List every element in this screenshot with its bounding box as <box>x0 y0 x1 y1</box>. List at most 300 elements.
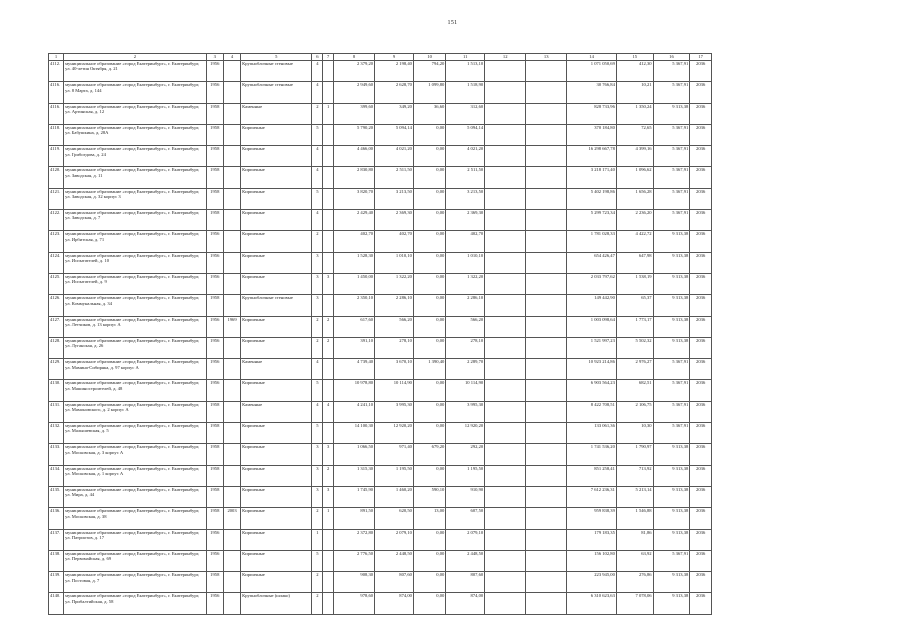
column-header: 7 <box>323 54 334 61</box>
table-cell-c4 <box>223 167 240 188</box>
table-cell-c10: 0,00 <box>413 124 445 145</box>
table-cell-c10: 0,00 <box>413 295 445 316</box>
column-header: 14 <box>567 54 617 61</box>
table-cell-c10: 0,00 <box>413 188 445 209</box>
table-cell-addr: муниципальное образование «город Екатеринбург», г. Екатеринбург, ул. Постовая, д. 7 <box>64 572 207 593</box>
table-cell-c10: 0,00 <box>413 167 445 188</box>
table-cell-addr: муниципальное образование «город Екатеринбург», г. Екатеринбург, ул. Московская, д. 38 <box>64 508 207 529</box>
column-header: 11 <box>446 54 485 61</box>
table-cell-c6: 4 <box>312 146 323 167</box>
column-header: 9 <box>375 54 414 61</box>
table-cell-c9: 3 995,30 <box>375 401 414 422</box>
table-cell-c5: Кирпичные <box>241 423 312 444</box>
table-cell-c17: 2036 <box>690 593 712 614</box>
table-cell-c10: 0,00 <box>413 337 445 358</box>
table-cell-c7: 4 <box>323 401 334 422</box>
table-cell-c10: 0,00 <box>413 231 445 252</box>
table-cell-c16: 9 313,38 <box>653 529 690 550</box>
table-cell-c14: 1 071 050,69 <box>567 61 617 82</box>
table-cell-c9: 2 448,50 <box>375 550 414 571</box>
table-cell-c6: 5 <box>312 380 323 401</box>
table-cell-c16: 5 367,91 <box>653 61 690 82</box>
table-cell-c4 <box>223 529 240 550</box>
table-cell-c15: 1 538,19 <box>616 273 653 294</box>
table-cell-c10: 0,00 <box>413 423 445 444</box>
table-cell-addr: муниципальное образование «город Екатеринбург», г. Екатеринбург, ул. Заводская, д. 7 <box>64 210 207 231</box>
table-cell-c7 <box>323 82 334 103</box>
table-cell-c6: 4 <box>312 167 323 188</box>
table-cell-id: 4135. <box>49 486 64 507</box>
column-header: 12 <box>485 54 526 61</box>
column-header: 10 <box>413 54 445 61</box>
table-cell-c7: 1 <box>323 508 334 529</box>
table-cell-c17: 2036 <box>690 337 712 358</box>
table-cell-id: 4125. <box>49 273 64 294</box>
table-cell-c12 <box>485 465 526 486</box>
table-cell-c6: 4 <box>312 82 323 103</box>
table-cell-c11: 3 213,50 <box>446 188 485 209</box>
table-cell-c16: 9 313,38 <box>653 295 690 316</box>
table-cell-c9: 2 079,10 <box>375 529 414 550</box>
column-header: 16 <box>653 54 690 61</box>
table-cell-c12 <box>485 188 526 209</box>
table-cell-c9: 1 460,20 <box>375 486 414 507</box>
table-cell-c13 <box>526 380 567 401</box>
table-cell-id: 4120. <box>49 167 64 188</box>
table-cell-c7: 3 <box>323 486 334 507</box>
table-cell-c4 <box>223 82 240 103</box>
table-cell-c9: 2 198,40 <box>375 61 414 82</box>
table-cell-c16: 5 367,91 <box>653 210 690 231</box>
table-cell-c12 <box>485 508 526 529</box>
table-cell-c3: 1958 <box>206 508 223 529</box>
table-cell-c6: 3 <box>312 444 323 465</box>
table-cell-c11: 4 021,20 <box>446 146 485 167</box>
table-cell-c8: 1 315,30 <box>334 465 375 486</box>
table-cell-c4 <box>223 231 240 252</box>
table-cell-c9: 2 511,50 <box>375 167 414 188</box>
table-cell-c4 <box>223 210 240 231</box>
table-cell-c14: 7 612 236,31 <box>567 486 617 507</box>
table-cell-c9: 874,00 <box>375 593 414 614</box>
table-cell-c11: 1 010,10 <box>446 252 485 273</box>
table-cell-c8: 399,60 <box>334 103 375 124</box>
table-cell-c13 <box>526 231 567 252</box>
table-cell-c5: Кирпичные <box>241 316 312 337</box>
table-cell-c6: 2 <box>312 593 323 614</box>
table-row <box>49 82 712 103</box>
table-cell-c8: 978,60 <box>334 593 375 614</box>
table-cell-c15: 10,21 <box>616 82 653 103</box>
table-cell-c9: 566,20 <box>375 316 414 337</box>
table-cell-c11: 1 322,20 <box>446 273 485 294</box>
table-cell-c3: 1956 <box>206 252 223 273</box>
table-cell-id: 4132. <box>49 423 64 444</box>
table-cell-id: 4138. <box>49 550 64 571</box>
table-cell-c11: 2 286,10 <box>446 295 485 316</box>
table-cell-c15: 647,98 <box>616 252 653 273</box>
table-cell-c15: 65,37 <box>616 295 653 316</box>
table-cell-c11: 607,50 <box>446 508 485 529</box>
table-cell-c17: 2036 <box>690 61 712 82</box>
table-row <box>49 103 712 124</box>
table-cell-c3: 1956 <box>206 380 223 401</box>
table-cell-c17: 2036 <box>690 380 712 401</box>
table-cell-c7 <box>323 231 334 252</box>
table-cell-c6: 5 <box>312 124 323 145</box>
table-cell-c9: 2 628,70 <box>375 82 414 103</box>
table-cell-c6: 5 <box>312 423 323 444</box>
table-cell-c4 <box>223 572 240 593</box>
table-cell-id: 4122. <box>49 210 64 231</box>
table-cell-c15: 63,92 <box>616 550 653 571</box>
table-cell-c10: 0,00 <box>413 550 445 571</box>
table-cell-c6: 3 <box>312 252 323 273</box>
table-row <box>49 273 712 294</box>
table-cell-c7 <box>323 550 334 571</box>
table-cell-addr: муниципальное образование «город Екатеринбург», г. Екатеринбург, ул. Летчиков, д. 13 корпус А <box>64 316 207 337</box>
table-cell-addr: муниципальное образование «город Екатеринбург», г. Екатеринбург, ул. 40-летия Октября, д. 21 <box>64 61 207 82</box>
table-cell-c17: 2036 <box>690 401 712 422</box>
table-cell-c5: Кирпичные <box>241 380 312 401</box>
table-cell-c3: 1958 <box>206 103 223 124</box>
table-cell-c13 <box>526 359 567 380</box>
table-cell-c15: 412,30 <box>616 61 653 82</box>
table-cell-c13 <box>526 167 567 188</box>
table-cell-c11: 1 195,50 <box>446 465 485 486</box>
table-row <box>49 210 712 231</box>
table-cell-c5: Кирпичные <box>241 508 312 529</box>
table-cell-c5: Крупноблочные стеновые <box>241 61 312 82</box>
table-cell-c6: 5 <box>312 550 323 571</box>
table-cell-c8: 10 978,80 <box>334 380 375 401</box>
column-header: 6 <box>312 54 323 61</box>
table-body <box>49 61 712 615</box>
table-cell-c12 <box>485 359 526 380</box>
table-cell-id: 4121. <box>49 188 64 209</box>
table-cell-c11: 292,20 <box>446 444 485 465</box>
table-cell-c14: 5 299 723,34 <box>567 210 617 231</box>
table-cell-c10: 0,00 <box>413 465 445 486</box>
table-cell-c8: 908,30 <box>334 572 375 593</box>
table-cell-c3: 1958 <box>206 401 223 422</box>
table-cell-c13 <box>526 61 567 82</box>
table-cell-c7 <box>323 61 334 82</box>
table-cell-addr: муниципальное образование «город Екатеринбург», г. Екатеринбург, ул. Луганская, д. 26 <box>64 337 207 358</box>
table-cell-c14: 828 733,96 <box>567 103 617 124</box>
table-cell-c14: 10 923 214,86 <box>567 359 617 380</box>
table-cell-c15: 682,51 <box>616 380 653 401</box>
table-cell-c8: 1 066,50 <box>334 444 375 465</box>
table-cell-c3: 1958 <box>206 572 223 593</box>
table-cell-c8: 14 100,30 <box>334 423 375 444</box>
table-cell-c15: 1 096,62 <box>616 167 653 188</box>
table-row <box>49 380 712 401</box>
table-cell-c11: 2 511,50 <box>446 167 485 188</box>
table-cell-c3: 1958 <box>206 167 223 188</box>
header-row <box>49 54 712 61</box>
table-cell-c10: 0,00 <box>413 401 445 422</box>
table-row <box>49 465 712 486</box>
table-cell-c16: 9 313,38 <box>653 593 690 614</box>
table-cell-c5: Каменные <box>241 401 312 422</box>
table-cell-c12 <box>485 61 526 82</box>
table-row <box>49 316 712 337</box>
table-cell-c6: 4 <box>312 210 323 231</box>
table-cell-c15: 7 078,06 <box>616 593 653 614</box>
table-cell-c5: Кирпичные <box>241 337 312 358</box>
table-cell-c13 <box>526 486 567 507</box>
table-cell-c8: 402,70 <box>334 231 375 252</box>
table-cell-c17: 2036 <box>690 231 712 252</box>
table-cell-c3: 1958 <box>206 210 223 231</box>
table-cell-c14: 654 426,47 <box>567 252 617 273</box>
table-cell-c11: 312,60 <box>446 103 485 124</box>
table-cell-c13 <box>526 188 567 209</box>
table-cell-c13 <box>526 444 567 465</box>
table-cell-c6: 2 <box>312 316 323 337</box>
table-cell-c8: 4 466,00 <box>334 146 375 167</box>
table-cell-c13 <box>526 401 567 422</box>
table-cell-c7 <box>323 529 334 550</box>
table-cell-c14: 959 838,39 <box>567 508 617 529</box>
table-cell-c4: 1969 <box>223 316 240 337</box>
table-cell-c14: 1 521 997,23 <box>567 337 617 358</box>
table-cell-c3: 1958 <box>206 444 223 465</box>
table-cell-c11: 910,90 <box>446 486 485 507</box>
table-cell-c3: 1956 <box>206 61 223 82</box>
table-cell-c4 <box>223 252 240 273</box>
table-cell-c10: 0,00 <box>413 252 445 273</box>
table-cell-c4 <box>223 423 240 444</box>
table-cell-c6: 2 <box>312 572 323 593</box>
table-cell-id: 4123. <box>49 231 64 252</box>
table-cell-c3: 1958 <box>206 486 223 507</box>
table-cell-c4 <box>223 337 240 358</box>
table-cell-c8: 2 776,50 <box>334 550 375 571</box>
table-cell-addr: муниципальное образование «город Екатеринбург», г. Екатеринбург, ул. Патриотов, д. 17 <box>64 529 207 550</box>
table-cell-c8: 2 830,80 <box>334 167 375 188</box>
table-cell-c14: 149 442,90 <box>567 295 617 316</box>
table-cell-c13 <box>526 252 567 273</box>
table-row <box>49 359 712 380</box>
table-cell-c13 <box>526 550 567 571</box>
table-cell-id: 4133. <box>49 444 64 465</box>
table-cell-c7 <box>323 295 334 316</box>
table-cell-c5: Кирпичные <box>241 444 312 465</box>
table-row <box>49 167 712 188</box>
table-cell-c3: 1958 <box>206 295 223 316</box>
table-cell-c12 <box>485 337 526 358</box>
table-cell-c5: Каменные <box>241 359 312 380</box>
table-cell-c13 <box>526 82 567 103</box>
table-cell-c11: 807,60 <box>446 572 485 593</box>
table-cell-c17: 2036 <box>690 359 712 380</box>
table-cell-c8: 2 429,40 <box>334 210 375 231</box>
table-cell-c16: 5 367,91 <box>653 359 690 380</box>
table-cell-c8: 2 379,20 <box>334 61 375 82</box>
table-row <box>49 146 712 167</box>
column-header: 8 <box>334 54 375 61</box>
table-cell-c7 <box>323 380 334 401</box>
table-cell-c16: 9 313,38 <box>653 486 690 507</box>
table-cell-c11: 2 289,70 <box>446 359 485 380</box>
table-cell-c3: 1956 <box>206 529 223 550</box>
table-cell-c14: 223 945,00 <box>567 572 617 593</box>
table-cell-c4 <box>223 103 240 124</box>
table-cell-id: 4134. <box>49 465 64 486</box>
table-cell-c12 <box>485 529 526 550</box>
table-cell-c7 <box>323 210 334 231</box>
table-cell-c3: 1958 <box>206 146 223 167</box>
table-cell-id: 4129. <box>49 359 64 380</box>
table-cell-c15: 1 773,17 <box>616 316 653 337</box>
table-row <box>49 252 712 273</box>
table-cell-c6: 5 <box>312 188 323 209</box>
table-cell-c16: 9 313,38 <box>653 231 690 252</box>
table-cell-c9: 4 021,20 <box>375 146 414 167</box>
table-cell-c3: 1956 <box>206 316 223 337</box>
table-cell-c4 <box>223 401 240 422</box>
table-cell-c4 <box>223 295 240 316</box>
table-cell-c11: 5 094,14 <box>446 124 485 145</box>
table-cell-addr: муниципальное образование «город Екатеринбург», г. Екатеринбург, ул. Испытателей, д. 10 <box>64 252 207 273</box>
table-cell-addr: муниципальное образование «город Екатеринбург», г. Екатеринбург, ул. Испытателей, д. 9 <box>64 273 207 294</box>
table-cell-c15: 1 790,97 <box>616 444 653 465</box>
table-cell-c12 <box>485 423 526 444</box>
table-cell-c7 <box>323 593 334 614</box>
table-cell-c4 <box>223 593 240 614</box>
table-cell-c10: 794,20 <box>413 61 445 82</box>
table-cell-c9: 3 670,10 <box>375 359 414 380</box>
table-cell-c11: 2 369,30 <box>446 210 485 231</box>
table-row <box>49 550 712 571</box>
table-cell-c11: 1 518,90 <box>446 82 485 103</box>
table-cell-c3: 1956 <box>206 273 223 294</box>
table-cell-c10: 679,20 <box>413 444 445 465</box>
table-cell-c15: 81,86 <box>616 529 653 550</box>
table-cell-c6: 1 <box>312 529 323 550</box>
table-cell-c3: 1956 <box>206 231 223 252</box>
table-cell-c9: 1 010,10 <box>375 252 414 273</box>
table-cell-c15: 72,65 <box>616 124 653 145</box>
table-cell-id: 4118. <box>49 124 64 145</box>
table-cell-c8: 2 949,60 <box>334 82 375 103</box>
housing-register-table <box>48 53 712 615</box>
table-cell-c17: 2036 <box>690 146 712 167</box>
table-cell-c17: 2036 <box>690 550 712 571</box>
table-cell-c16: 5 367,91 <box>653 167 690 188</box>
table-cell-c17: 2036 <box>690 103 712 124</box>
table-cell-addr: муниципальное образование «город Екатеринбург», г. Екатеринбург, ул. Прибалтийская, д. 58 <box>64 593 207 614</box>
table-cell-c3: 1958 <box>206 465 223 486</box>
table-cell-c6: 2 <box>312 231 323 252</box>
table-cell-c16: 9 313,38 <box>653 103 690 124</box>
table-cell-c12 <box>485 316 526 337</box>
table-cell-id: 4137. <box>49 529 64 550</box>
table-cell-c12 <box>485 401 526 422</box>
table-cell-c17: 2036 <box>690 423 712 444</box>
table-cell-c5: Кирпичные <box>241 465 312 486</box>
table-cell-c11: 402,70 <box>446 231 485 252</box>
table-cell-c5: Крупноблочные стеновые <box>241 295 312 316</box>
table-cell-c5: Кирпичные <box>241 124 312 145</box>
table-cell-addr: муниципальное образование «город Екатеринбург», г. Екатеринбург, ул. Малышевская, д. 5 <box>64 423 207 444</box>
table-cell-c5: Кирпичные <box>241 167 312 188</box>
table-cell-c17: 2036 <box>690 188 712 209</box>
table-cell-id: 4128. <box>49 337 64 358</box>
table-cell-c15: 2 976,27 <box>616 359 653 380</box>
table-cell-c16: 9 313,38 <box>653 465 690 486</box>
table-cell-c16: 5 367,91 <box>653 146 690 167</box>
column-header: 13 <box>526 54 567 61</box>
table-cell-c9: 10 114,90 <box>375 380 414 401</box>
table-cell-c5: Кирпичные <box>241 529 312 550</box>
table-cell-c9: 620,50 <box>375 508 414 529</box>
table-cell-id: 4126. <box>49 295 64 316</box>
table-cell-c8: 4 739,40 <box>334 359 375 380</box>
table-cell-addr: муниципальное образование «город Екатеринбург», г. Екатеринбург, ул. 8 Марта, д. 144 <box>64 82 207 103</box>
table-cell-id: 4112. <box>49 61 64 82</box>
table-cell-c4 <box>223 61 240 82</box>
table-cell-c13 <box>526 316 567 337</box>
table-cell-c5: Крупноблочные стеновые <box>241 82 312 103</box>
table-cell-c12 <box>485 550 526 571</box>
table-cell-c4 <box>223 444 240 465</box>
table-cell-c9: 2 369,30 <box>375 210 414 231</box>
table-cell-c14: 179 183,35 <box>567 529 617 550</box>
table-cell-c12 <box>485 273 526 294</box>
table-cell-c10: 590,10 <box>413 486 445 507</box>
table-cell-c15: 2 236,20 <box>616 210 653 231</box>
table-cell-c14: 1 781 028,33 <box>567 231 617 252</box>
table-cell-c3: 1956 <box>206 593 223 614</box>
table-cell-c10: 0,00 <box>413 380 445 401</box>
table-cell-c14: 5 402 198,86 <box>567 188 617 209</box>
table-cell-c14: 370 184,80 <box>567 124 617 145</box>
table-cell-c14: 156 102,80 <box>567 550 617 571</box>
table-cell-c4 <box>223 273 240 294</box>
table-cell-c7: 3 <box>323 273 334 294</box>
table-cell-c3: 1956 <box>206 337 223 358</box>
table-cell-c9: 278,10 <box>375 337 414 358</box>
table-cell-c16: 5 367,91 <box>653 380 690 401</box>
table-cell-c12 <box>485 82 526 103</box>
table-row <box>49 508 712 529</box>
column-header: 15 <box>616 54 653 61</box>
table-cell-c17: 2036 <box>690 508 712 529</box>
table-cell-addr: муниципальное образование «город Екатеринбург», г. Екатеринбург, ул. Заводская, д. 11 <box>64 167 207 188</box>
table-cell-c4 <box>223 146 240 167</box>
table-cell-c6: 3 <box>312 486 323 507</box>
table-cell-addr: муниципальное образование «город Екатеринбург», г. Екатеринбург, ул. Московская, д. 1 корпус А <box>64 465 207 486</box>
table-cell-c15: 5 213,14 <box>616 486 653 507</box>
table-cell-id: 4116. <box>49 103 64 124</box>
table-cell-c10: 0,00 <box>413 210 445 231</box>
table-cell-c7 <box>323 572 334 593</box>
table-cell-addr: муниципальное образование «город Екатеринбург», г. Екатеринбург, ул. Первомайская, д. 69 <box>64 550 207 571</box>
column-header: 4 <box>223 54 240 61</box>
table-cell-c14: 3 218 171,40 <box>567 167 617 188</box>
table-cell-c12 <box>485 124 526 145</box>
table-cell-c3: 1958 <box>206 124 223 145</box>
table-cell-id: 4130. <box>49 380 64 401</box>
table-cell-c13 <box>526 337 567 358</box>
table-cell-c11: 874,00 <box>446 593 485 614</box>
table-cell-c12 <box>485 210 526 231</box>
table-cell-c8: 391,10 <box>334 337 375 358</box>
table-cell-c16: 5 367,91 <box>653 401 690 422</box>
